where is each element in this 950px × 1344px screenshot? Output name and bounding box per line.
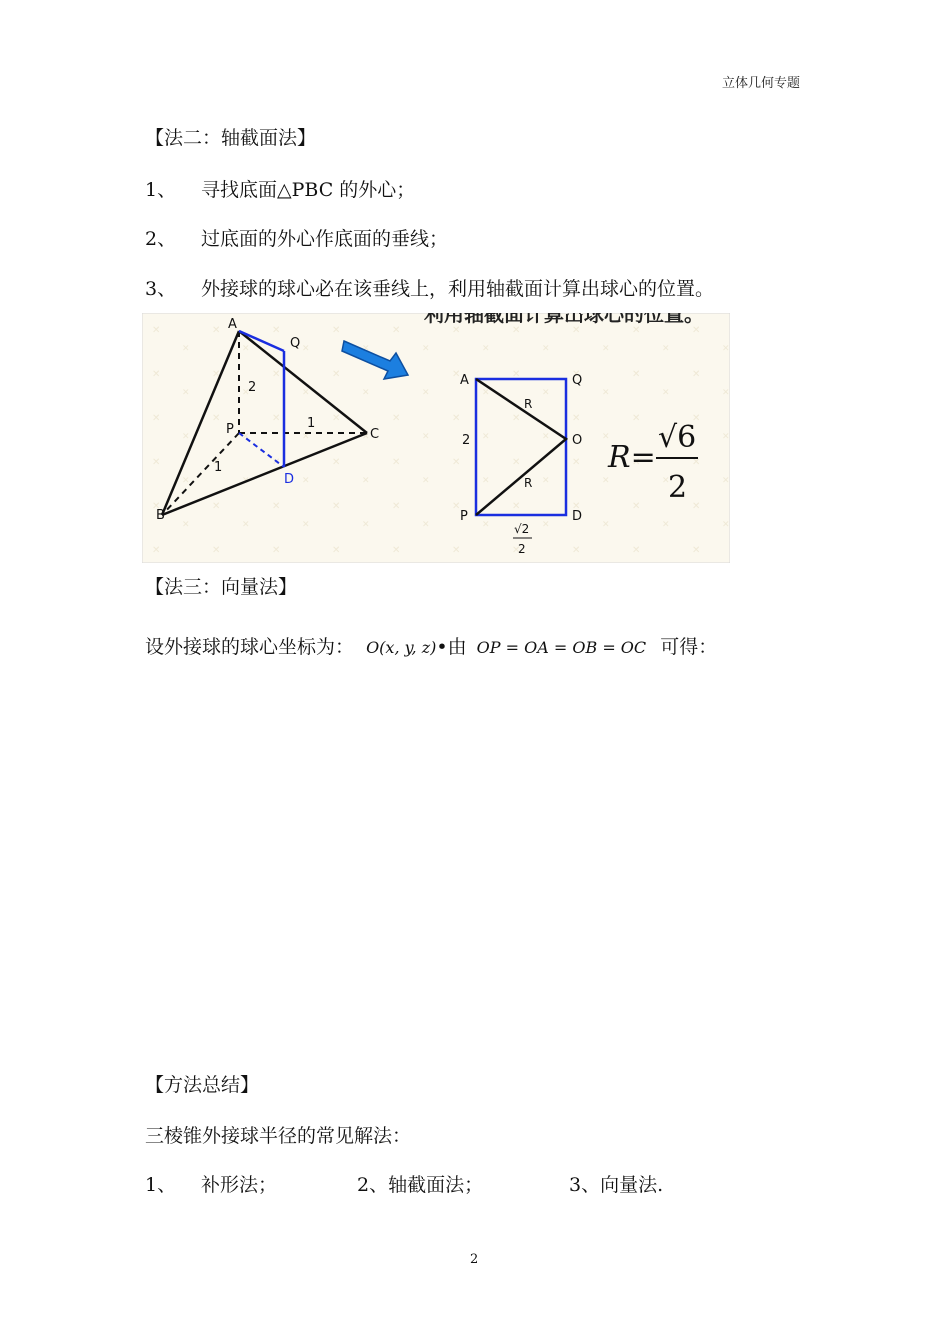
label-p: P bbox=[226, 422, 234, 437]
summary-item-number: 1、 bbox=[145, 1174, 177, 1196]
method2-step-2 bbox=[145, 224, 448, 251]
cs-label-o: O bbox=[572, 433, 583, 448]
summary-methods-list bbox=[145, 1170, 765, 1196]
method2-heading: 【法二：轴截面法】 bbox=[145, 127, 317, 149]
method2-step-1 bbox=[145, 175, 415, 202]
method2-step-3 bbox=[145, 274, 714, 301]
cs-label-q: Q bbox=[572, 373, 583, 388]
cs-label-p: P bbox=[460, 509, 468, 524]
label-a: A bbox=[228, 317, 237, 332]
method3-tail: 可得： bbox=[660, 636, 718, 658]
method3-intro-line bbox=[145, 632, 717, 659]
label-pb-length: 1 bbox=[214, 460, 223, 475]
method3-heading: 【法三：向量法】 bbox=[145, 576, 298, 598]
step-text: 外接球的球心必在该垂线上，利用轴截面计算出球心的位置。 bbox=[201, 278, 715, 300]
label-d: D bbox=[284, 472, 295, 487]
step-number: 2、 bbox=[145, 228, 177, 250]
label-b: B bbox=[156, 508, 165, 523]
cs-label-r-bottom: R bbox=[524, 476, 533, 490]
vector-equation: OP = OA = OB = OC bbox=[476, 638, 647, 657]
summary-item-2: 2、轴截面法； bbox=[357, 1174, 484, 1196]
cs-label-r-top: R bbox=[524, 397, 533, 411]
page-number: 2 bbox=[470, 1252, 479, 1267]
summary-heading: 【方法总结】 bbox=[145, 1074, 260, 1096]
formula-numerator: √6 bbox=[658, 420, 697, 455]
page-header: 立体几何专题 bbox=[722, 76, 801, 91]
step-text: 过底面的外心作底面的垂线； bbox=[201, 228, 449, 250]
summary-intro: 三棱锥外接球半径的常见解法： bbox=[145, 1125, 412, 1147]
method3-intro: 设外接球的球心坐标为： bbox=[145, 636, 355, 658]
figure-banner-text: 利用轴截面计算出球心的位置。 bbox=[424, 313, 704, 326]
center-coordinate: O(x, y, z) bbox=[366, 638, 437, 657]
summary-item-1: 补形法； bbox=[201, 1174, 278, 1196]
cs-label-a: A bbox=[460, 373, 469, 388]
summary-item-3: 3、向量法. bbox=[569, 1174, 664, 1196]
step-number: 3、 bbox=[145, 278, 177, 300]
formula-lhs: R= bbox=[608, 440, 656, 475]
label-pc-length: 1 bbox=[307, 416, 316, 431]
cs-label-bottom-den: 2 bbox=[518, 542, 526, 556]
method3-separator: •由 bbox=[436, 636, 467, 658]
cs-label-d: D bbox=[572, 509, 583, 524]
figure-svg bbox=[142, 313, 730, 563]
label-ap-length: 2 bbox=[248, 380, 257, 395]
step-number: 1、 bbox=[145, 179, 177, 201]
cs-label-bottom-num: √2 bbox=[514, 522, 530, 536]
label-q: Q bbox=[290, 336, 301, 351]
axial-section-figure bbox=[142, 313, 730, 563]
label-c: C bbox=[370, 427, 380, 442]
formula-denominator: 2 bbox=[668, 470, 688, 505]
cs-label-side: 2 bbox=[462, 433, 471, 448]
step-text: 寻找底面△PBC 的外心； bbox=[201, 179, 416, 201]
